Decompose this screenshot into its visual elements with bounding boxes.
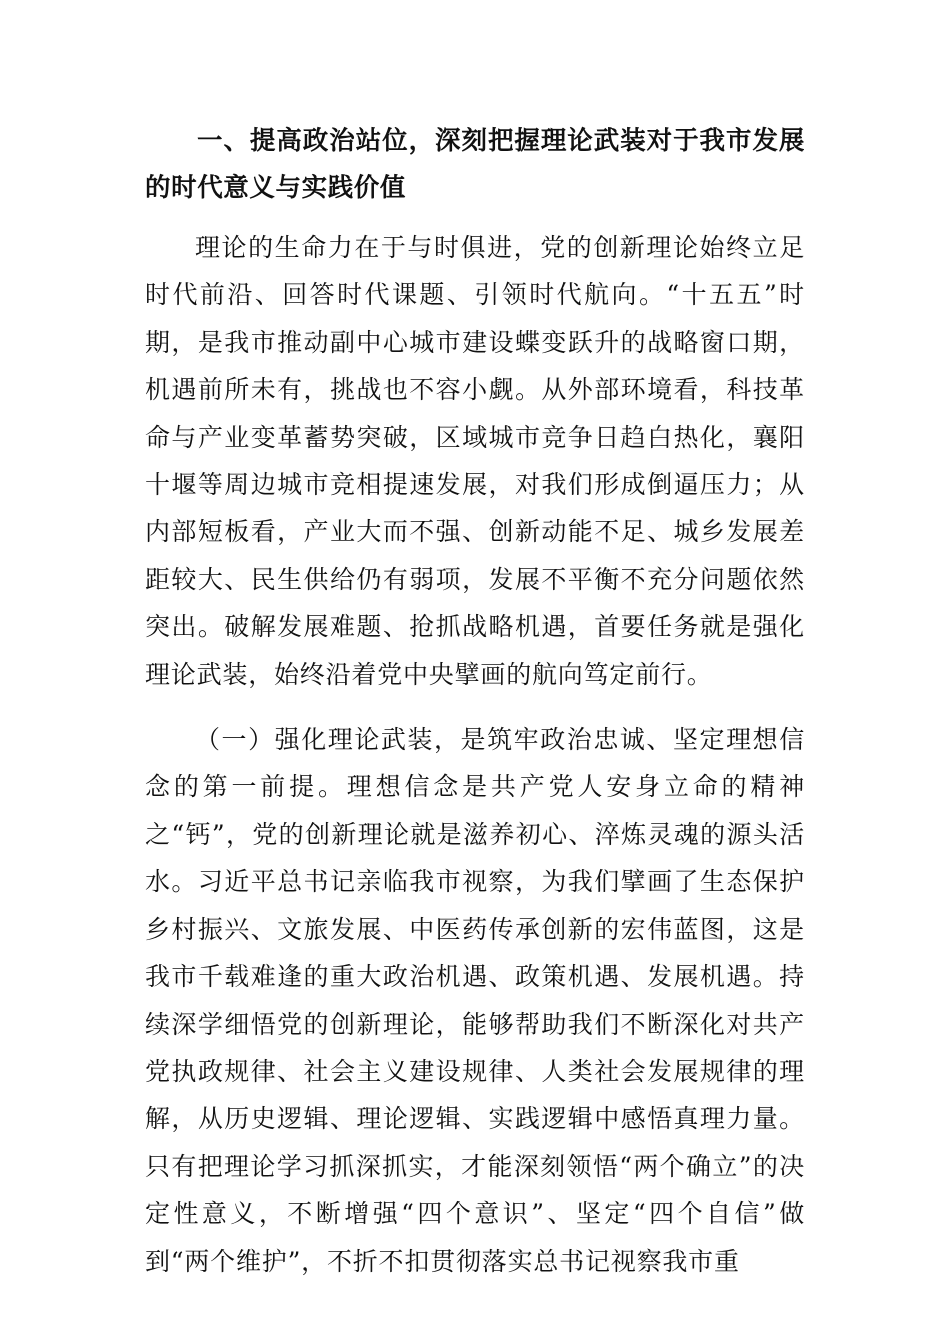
body-paragraph: 理论的生命力在于与时俱进，党的创新理论始终立足时代前沿、回答时代课题、引领时代航向。“十五五”时期，是我市推动副中心城市建设蝶变跃升的战略窗口期，机遇前所未有，挑战也不容小觑。从外部环境看，科技革命与产业变革蓄势突破，区域城市竞争日趋白热化，襄阳十堰等周边城市竞相提速发展，对我们形成倒逼压力；从内部短板看，产业大而不强、创新动能不足、城乡发展差距较大、民生供给仍有弱项，发展不平衡不充分问题依然突出。破解发展难题、抢抓战略机遇，首要任务就是强化理论武装，始终沿着党中央擘画的航向笃定前行。	[145, 233, 805, 689]
document-body	[145, 118, 805, 1285]
section-heading: 一、提高政治站位，深刻把握理论武装对于我市发展的时代意义与实践价值	[145, 126, 805, 203]
body-paragraph: （一）强化理论武装，是筑牢政治忠诚、坚定理想信念的第一前提。理想信念是共产党人安身立命的精神之“钙”，党的创新理论就是滋养初心、淬炼灵魂的源头活水。习近平总书记亲临我市视察，为我们擘画了生态保护乡村振兴、文旅发展、中医药传承创新的宏伟蓝图，这是我市千载难逢的重大政治机遇、政策机遇、发展机遇。持续深学细悟党的创新理论，能够帮助我们不断深化对共产党执政规律、社会主义建设规律、人类社会发展规律的理解，从历史逻辑、理论逻辑、实践逻辑中感悟真理力量。只有把理论学习抓深抓实，才能深刻领悟“两个确立”的决定性意义，不断增强“四个意识”、坚定“四个自信”做到“两个维护”，不折不扣贯彻落实总书记视察我市重	[145, 725, 805, 1276]
